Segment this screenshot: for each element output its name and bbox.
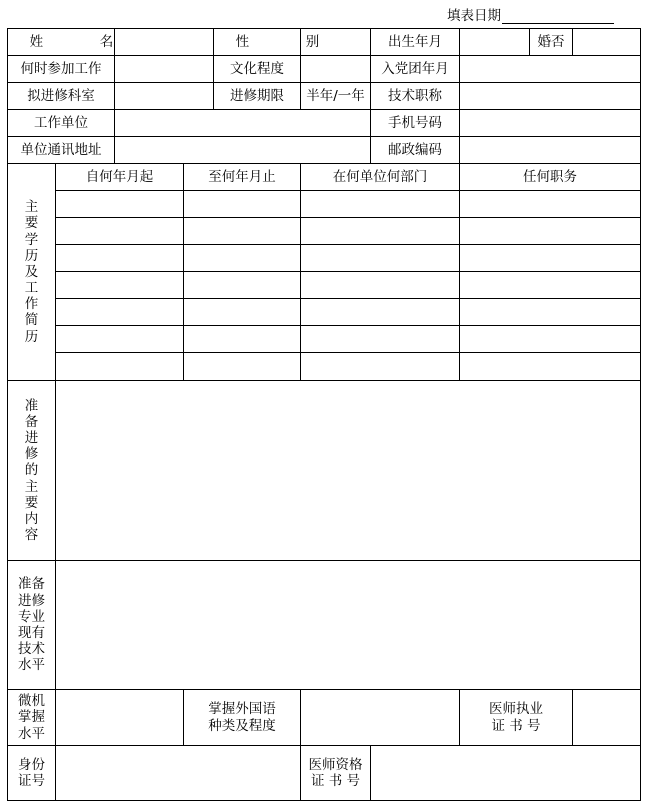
table-row — [8, 245, 641, 272]
party-date-label: 入党团年月 — [371, 56, 460, 83]
history-col-from: 自何年月起 — [56, 164, 184, 191]
history-cell-position[interactable] — [460, 191, 641, 218]
identity-row — [8, 746, 641, 801]
practice-license-label — [460, 690, 573, 746]
fill-date-line — [447, 6, 614, 24]
history-cell-from[interactable] — [56, 245, 184, 272]
history-cell-position[interactable] — [460, 245, 641, 272]
history-cell-from[interactable] — [56, 272, 184, 299]
history-cell-from[interactable] — [56, 299, 184, 326]
table-row — [8, 272, 641, 299]
study-row — [8, 381, 641, 561]
language-label-line-2: 种类及程度 — [208, 717, 276, 734]
address-label: 单位通讯地址 — [8, 137, 115, 164]
work-start-field[interactable] — [115, 56, 214, 83]
history-cell-unit[interactable] — [301, 191, 460, 218]
history-cell-unit[interactable] — [301, 218, 460, 245]
history-cell-position[interactable] — [460, 326, 641, 353]
level-content-field[interactable] — [56, 561, 641, 690]
mobile-field[interactable] — [460, 110, 641, 137]
fill-date-label: 填表日期 — [447, 8, 501, 24]
history-section-label: 主要学历及工作简历 — [8, 164, 56, 381]
practice-license-line-2: 证 书 号 — [491, 717, 541, 734]
history-cell-unit[interactable] — [301, 272, 460, 299]
title-field[interactable] — [460, 83, 641, 110]
practice-license-field[interactable] — [573, 690, 641, 746]
study-section-label: 准备进修的主要内容 — [8, 381, 56, 561]
qualification-cert-line-2: 证 书 号 — [310, 773, 361, 789]
gender-label: 性 别 — [214, 29, 301, 56]
address-field[interactable] — [115, 137, 371, 164]
language-field[interactable] — [301, 690, 460, 746]
qualification-cert-label — [301, 746, 371, 801]
id-number-field[interactable] — [56, 746, 301, 801]
practice-license-line-1: 医师执业 — [489, 701, 543, 718]
birth-label: 出生年月 — [371, 29, 460, 56]
form-row-name — [8, 29, 641, 56]
table-row — [8, 353, 641, 381]
study-content-field[interactable] — [56, 381, 641, 561]
history-cell-to[interactable] — [184, 272, 301, 299]
computer-skill-label: 微机掌握水平 — [8, 690, 56, 746]
history-cell-position[interactable] — [460, 218, 641, 245]
education-label: 文化程度 — [214, 56, 301, 83]
work-start-label: 何时参加工作 — [8, 56, 115, 83]
history-cell-from[interactable] — [56, 218, 184, 245]
postcode-label: 邮政编码 — [371, 137, 460, 164]
level-row — [8, 561, 641, 690]
history-cell-from[interactable] — [56, 191, 184, 218]
history-cell-unit[interactable] — [301, 245, 460, 272]
form-row-dept — [8, 83, 641, 110]
dept-label: 拟进修科室 — [8, 83, 115, 110]
table-row — [8, 218, 641, 245]
language-label-line-1: 掌握外国语 — [208, 701, 276, 718]
history-cell-to[interactable] — [184, 353, 301, 381]
history-cell-unit[interactable] — [301, 299, 460, 326]
history-cell-unit[interactable] — [301, 353, 460, 381]
id-number-label: 身份证号 — [8, 746, 56, 801]
title-label: 技术职称 — [371, 83, 460, 110]
history-cell-to[interactable] — [184, 218, 301, 245]
history-col-position: 任何职务 — [460, 164, 641, 191]
language-label — [184, 690, 301, 746]
table-row — [8, 299, 641, 326]
history-cell-unit[interactable] — [301, 326, 460, 353]
computer-skill-field[interactable] — [56, 690, 184, 746]
history-cell-to[interactable] — [184, 245, 301, 272]
history-cell-position[interactable] — [460, 353, 641, 381]
period-value: 半年/一年 — [301, 83, 371, 110]
marriage-label: 婚否 — [530, 29, 573, 56]
history-cell-to[interactable] — [184, 299, 301, 326]
history-cell-to[interactable] — [184, 326, 301, 353]
employer-label: 工作单位 — [8, 110, 115, 137]
history-cell-position[interactable] — [460, 299, 641, 326]
history-col-to: 至何年月止 — [184, 164, 301, 191]
history-cell-from[interactable] — [56, 326, 184, 353]
form-row-address — [8, 137, 641, 164]
table-row — [8, 326, 641, 353]
history-cell-position[interactable] — [460, 272, 641, 299]
education-field[interactable] — [301, 56, 371, 83]
history-cell-to[interactable] — [184, 191, 301, 218]
employer-field[interactable] — [115, 110, 371, 137]
name-label: 姓 名 — [8, 29, 115, 56]
table-row — [8, 191, 641, 218]
qualification-cert-field[interactable] — [371, 746, 641, 801]
form-row-employer — [8, 110, 641, 137]
history-cell-from[interactable] — [56, 353, 184, 381]
form-row-work-start — [8, 56, 641, 83]
birth-field[interactable] — [460, 29, 530, 56]
computer-row — [8, 690, 641, 746]
history-col-unit: 在何单位何部门 — [301, 164, 460, 191]
application-form-table — [7, 28, 641, 801]
period-label: 进修期限 — [214, 83, 301, 110]
postcode-field[interactable] — [460, 137, 641, 164]
level-section-label: 准备进修专业现有技术水平 — [8, 561, 56, 690]
party-date-field[interactable] — [460, 56, 641, 83]
history-header-row — [8, 164, 641, 191]
fill-date-field[interactable] — [502, 8, 614, 24]
dept-field[interactable] — [115, 83, 214, 110]
marriage-field[interactable] — [573, 29, 641, 56]
mobile-label: 手机号码 — [371, 110, 460, 137]
qualification-cert-line-1: 医师资格 — [308, 756, 363, 773]
